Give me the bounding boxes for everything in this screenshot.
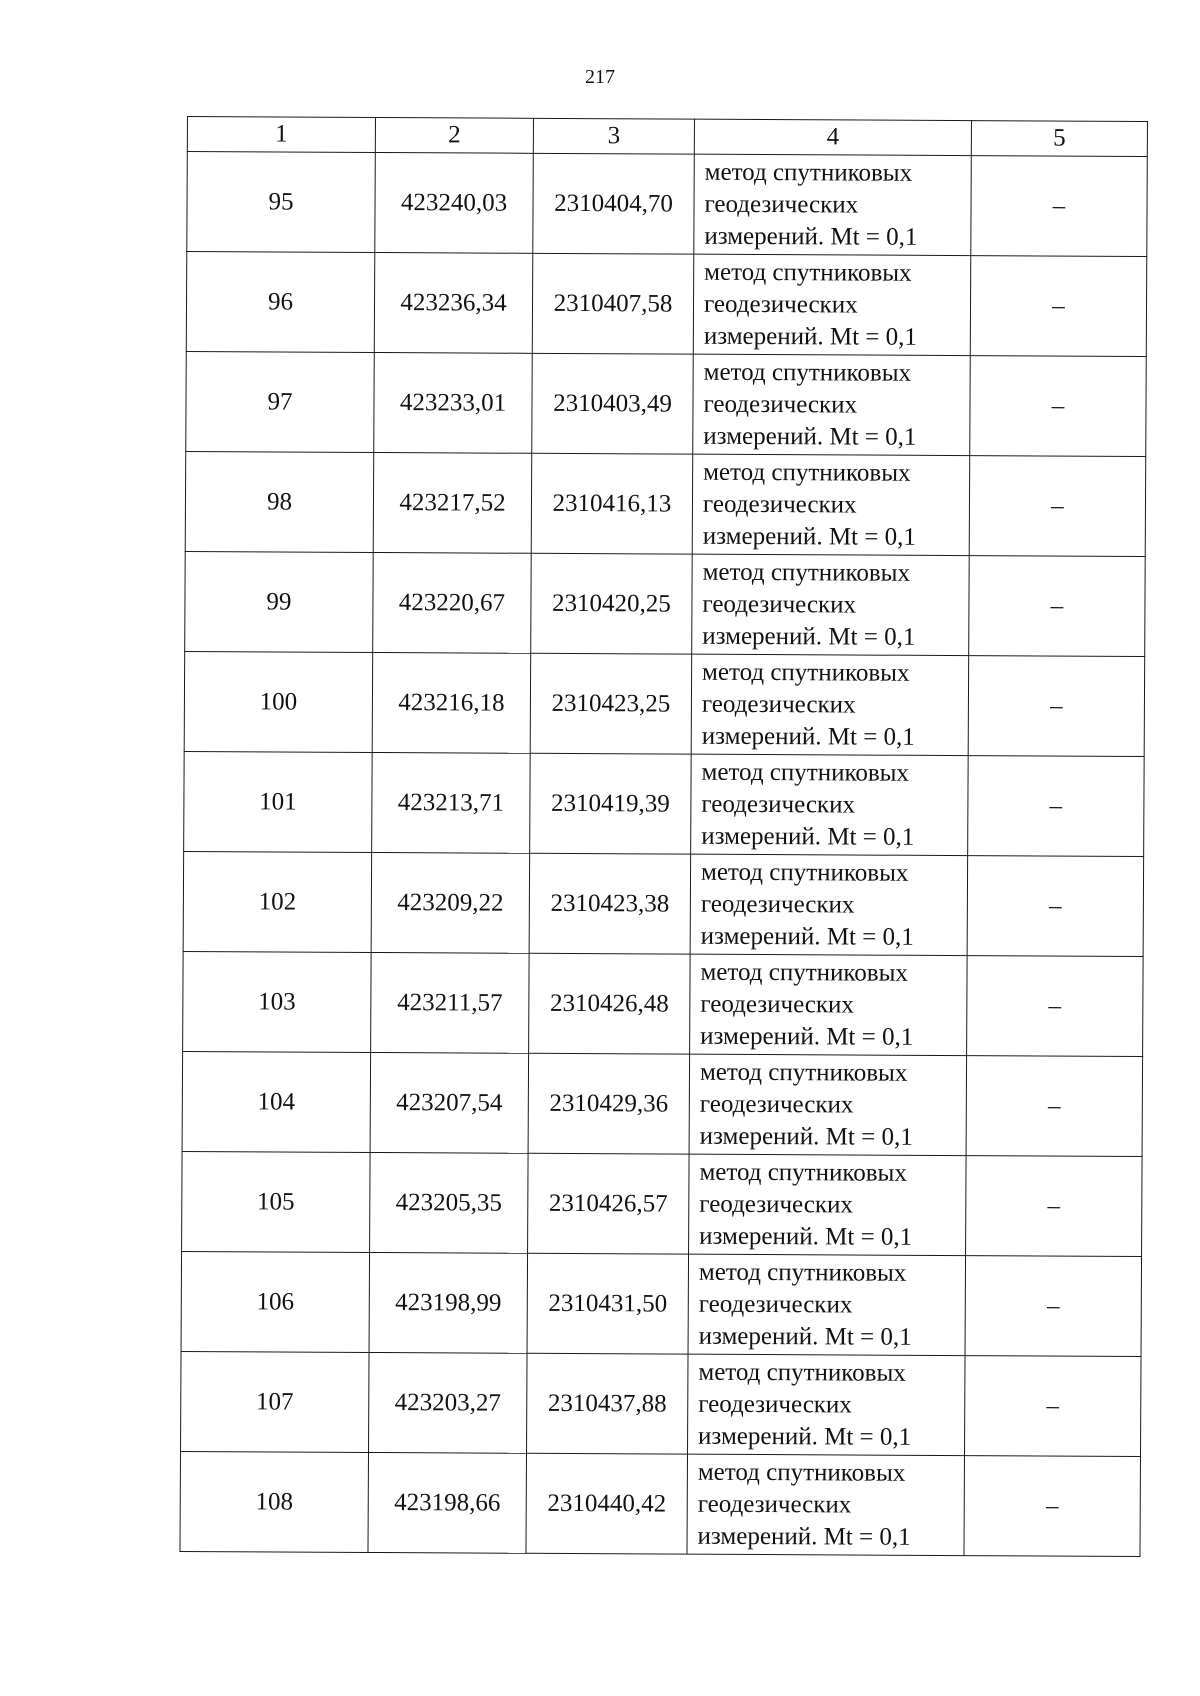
- column-header-2: 2: [375, 117, 533, 153]
- column-header-4: 4: [694, 119, 971, 155]
- method-line: измерений. Mt = 0,1: [699, 1222, 913, 1251]
- method-line: измерений. Mt = 0,1: [698, 1422, 912, 1451]
- y-coordinate-cell: 2310426,48: [529, 953, 691, 1054]
- method-line: геодезических: [702, 490, 857, 519]
- point-number-cell: 102: [183, 851, 372, 952]
- method-cell: [688, 1354, 966, 1455]
- column-header-5: 5: [971, 121, 1147, 157]
- method-line: геодезических: [703, 290, 858, 319]
- method-cell: [692, 454, 970, 555]
- method-cell: [693, 354, 971, 455]
- note-cell: –: [967, 856, 1144, 957]
- table-row: [182, 1051, 1143, 1156]
- method-cell: [690, 954, 968, 1055]
- note-cell: –: [969, 556, 1146, 657]
- note-cell: –: [969, 456, 1146, 557]
- table-row: [187, 152, 1148, 257]
- method-line: метод спутниковых: [702, 658, 910, 687]
- page-number: 217: [585, 66, 615, 88]
- y-coordinate-cell: 2310404,70: [533, 153, 695, 254]
- y-coordinate-cell: 2310403,49: [532, 353, 694, 454]
- x-coordinate-cell: 423233,01: [374, 352, 533, 453]
- table-body: [180, 152, 1147, 1557]
- x-coordinate-cell: 423217,52: [373, 452, 532, 553]
- y-coordinate-cell: 2310420,25: [531, 553, 693, 654]
- x-coordinate-cell: 423220,67: [373, 552, 532, 653]
- table-row: [183, 951, 1144, 1056]
- method-line: геодезических: [704, 190, 859, 219]
- y-coordinate-cell: 2310423,25: [530, 653, 692, 754]
- method-line: измерений. Mt = 0,1: [702, 522, 916, 551]
- x-coordinate-cell: 423236,34: [374, 252, 533, 353]
- table-row: [186, 252, 1147, 357]
- method-line: геодезических: [702, 590, 857, 619]
- method-line: геодезических: [701, 690, 856, 719]
- note-cell: –: [966, 1056, 1143, 1157]
- y-coordinate-cell: 2310429,36: [528, 1053, 690, 1154]
- method-line: метод спутниковых: [701, 758, 910, 787]
- method-cell: [691, 754, 969, 855]
- point-number-cell: 99: [185, 551, 374, 652]
- x-coordinate-cell: 423203,27: [369, 1352, 528, 1453]
- note-cell: –: [964, 1456, 1141, 1557]
- table-row: [182, 1151, 1143, 1256]
- method-line: метод спутниковых: [704, 158, 913, 187]
- x-coordinate-cell: 423216,18: [372, 652, 531, 753]
- method-line: измерений. Mt = 0,1: [700, 1022, 914, 1051]
- method-line: геодезических: [698, 1290, 853, 1318]
- column-header-3: 3: [533, 118, 694, 154]
- method-cell: [693, 254, 971, 355]
- method-cell: [694, 154, 972, 255]
- note-cell: –: [964, 1356, 1141, 1457]
- note-cell: –: [968, 756, 1145, 857]
- method-line: измерений. Mt = 0,1: [699, 1122, 913, 1151]
- point-number-cell: 105: [182, 1151, 371, 1252]
- table-row: [180, 1451, 1141, 1556]
- method-line: метод спутниковых: [704, 258, 912, 287]
- method-line: измерений. Mt = 0,1: [704, 222, 918, 251]
- method-line: измерений. Mt = 0,1: [701, 722, 915, 751]
- y-coordinate-cell: 2310419,39: [530, 753, 692, 854]
- method-line: измерений. Mt = 0,1: [703, 322, 918, 351]
- note-cell: –: [965, 1256, 1142, 1357]
- method-line: метод спутниковых: [698, 1358, 906, 1387]
- method-line: метод спутниковых: [702, 558, 911, 587]
- x-coordinate-cell: 423205,35: [370, 1152, 529, 1253]
- note-cell: –: [966, 1156, 1143, 1257]
- method-line: измерений. Mt = 0,1: [702, 622, 916, 651]
- method-line: метод спутниковых: [703, 458, 911, 487]
- method-line: метод спутниковых: [698, 1258, 907, 1287]
- method-cell: [689, 1154, 967, 1255]
- y-coordinate-cell: 2310423,38: [529, 853, 691, 954]
- y-coordinate-cell: 2310407,58: [532, 253, 694, 354]
- note-cell: –: [967, 956, 1144, 1057]
- y-coordinate-cell: 2310437,88: [527, 1353, 689, 1454]
- table-row: [185, 451, 1146, 556]
- y-coordinate-cell: 2310426,57: [528, 1153, 690, 1254]
- table-row: [183, 851, 1144, 956]
- x-coordinate-cell: 423211,57: [371, 952, 530, 1053]
- method-line: измерений. Mt = 0,1: [703, 422, 917, 451]
- point-number-cell: 95: [187, 152, 376, 253]
- method-line: метод спутниковых: [697, 1458, 906, 1487]
- method-line: геодезических: [699, 1190, 853, 1219]
- point-number-cell: 96: [186, 252, 375, 353]
- method-line: метод спутниковых: [699, 1158, 907, 1187]
- x-coordinate-cell: 423240,03: [375, 152, 534, 253]
- method-line: геодезических: [699, 1090, 854, 1119]
- method-line: геодезических: [700, 990, 855, 1019]
- method-line: метод спутниковых: [700, 858, 909, 887]
- method-line: геодезических: [700, 890, 855, 919]
- point-number-cell: 108: [180, 1451, 369, 1552]
- x-coordinate-cell: 423198,99: [369, 1252, 528, 1353]
- x-coordinate-cell: 423209,22: [371, 852, 530, 953]
- y-coordinate-cell: 2310440,42: [526, 1453, 688, 1554]
- point-number-cell: 106: [181, 1251, 370, 1352]
- method-cell: [691, 654, 969, 755]
- x-coordinate-cell: 423207,54: [370, 1052, 529, 1153]
- table-row: [181, 1351, 1142, 1456]
- table-row: [185, 551, 1146, 656]
- note-cell: –: [970, 356, 1147, 457]
- point-number-cell: 100: [184, 651, 373, 752]
- method-line: измерений. Mt = 0,1: [701, 822, 915, 851]
- table-row: [184, 651, 1145, 756]
- table-row: [186, 351, 1147, 456]
- note-cell: –: [968, 656, 1145, 757]
- method-line: геодезических: [701, 790, 856, 819]
- point-number-cell: 103: [183, 951, 372, 1052]
- method-line: метод спутниковых: [699, 1058, 908, 1087]
- note-cell: –: [970, 256, 1147, 357]
- table-row: [184, 751, 1145, 856]
- coordinates-table: [179, 116, 1148, 1557]
- method-line: геодезических: [698, 1390, 852, 1418]
- method-line: геодезических: [697, 1490, 852, 1518]
- method-cell: [689, 1054, 967, 1155]
- x-coordinate-cell: 423213,71: [372, 752, 531, 853]
- point-number-cell: 104: [182, 1051, 371, 1152]
- method-line: измерений. Mt = 0,1: [698, 1322, 912, 1351]
- method-cell: [692, 554, 970, 655]
- method-line: метод спутниковых: [700, 958, 909, 987]
- point-number-cell: 98: [185, 451, 374, 552]
- method-line: метод спутниковых: [703, 358, 912, 387]
- x-coordinate-cell: 423198,66: [368, 1452, 527, 1553]
- method-line: измерений. Mt = 0,1: [700, 922, 914, 951]
- method-cell: [690, 854, 968, 955]
- method-cell: [687, 1454, 965, 1555]
- column-header-1: 1: [187, 117, 375, 153]
- method-cell: [688, 1254, 966, 1355]
- y-coordinate-cell: 2310416,13: [531, 453, 693, 554]
- method-line: геодезических: [703, 390, 858, 419]
- table-header: [187, 117, 1147, 157]
- method-line: измерений. Mt = 0,1: [697, 1522, 911, 1551]
- y-coordinate-cell: 2310431,50: [527, 1253, 689, 1354]
- table-row: [181, 1251, 1142, 1356]
- header-row: [187, 117, 1147, 157]
- note-cell: –: [971, 156, 1148, 257]
- point-number-cell: 97: [186, 351, 375, 452]
- point-number-cell: 101: [184, 751, 373, 852]
- point-number-cell: 107: [181, 1351, 370, 1452]
